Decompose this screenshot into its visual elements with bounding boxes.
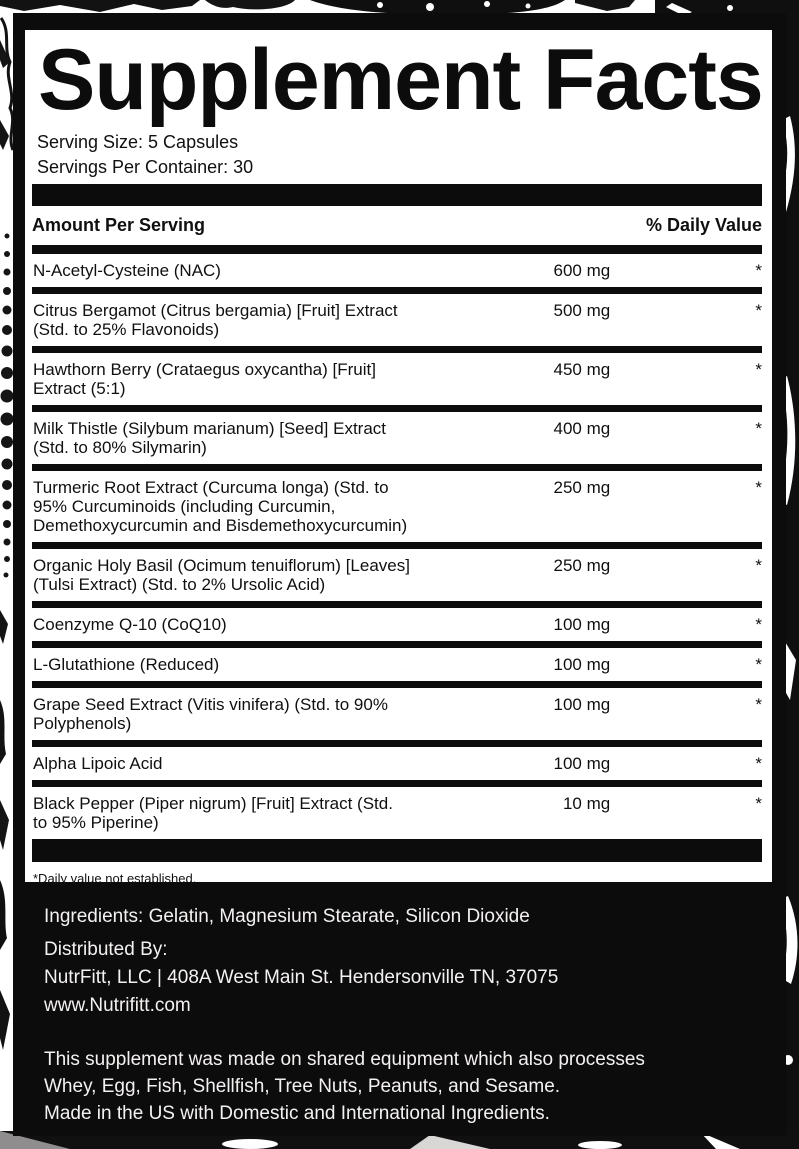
facts-header-row [32, 206, 762, 245]
ingredient-dv: * [755, 695, 762, 714]
ingredient-name: Milk Thistle (Silybum marianum) [Seed] Extract (Std. to 80% Silymarin) [33, 419, 387, 457]
ingredient-amount: 10 mg [562, 794, 611, 813]
ingredient-row [32, 405, 762, 464]
supplement-label-panel [13, 13, 786, 1136]
ingredient-rows [32, 254, 762, 839]
ingredient-amount: 100 mg [553, 754, 611, 773]
ingredient-name: Organic Holy Basil (Ocimum tenuiflorum) [Leaves] (Tulsi Extract) (Std. to 2% Ursolic Acid) [33, 556, 410, 594]
ingredient-row [32, 346, 762, 405]
ingredient-name: N-Acetyl-Cysteine (NAC) [33, 261, 221, 280]
ingredient-amount: 450 mg [553, 360, 611, 379]
ingredient-dv: * [755, 301, 762, 320]
ingredient-dv: * [755, 478, 762, 497]
ingredient-name: Grape Seed Extract (Vitis vinifera) (Std. to 90% Polyphenols) [33, 695, 388, 733]
ingredient-name: Citrus Bergamot (Citrus bergamia) [Fruit] Extract (Std. to 25% Flavonoids) [33, 301, 398, 339]
distributed-by-label: Distributed By: [44, 939, 168, 960]
divider-bar-thick-bottom [32, 839, 762, 862]
allergen-block [44, 1046, 760, 1127]
daily-value-footnote: *Daily value not established. [33, 871, 197, 886]
ingredient-name: Black Pepper (Piper nigrum) [Fruit] Extract (Std. to 95% Piperine) [33, 794, 393, 832]
servings-per-container: Servings Per Container: 30 [37, 157, 254, 177]
ingredient-name: Coenzyme Q-10 (CoQ10) [33, 615, 227, 634]
ingredient-row [32, 780, 762, 839]
ingredient-dv: * [755, 615, 762, 634]
divider-bar-header [32, 245, 762, 254]
ingredient-name: L-Glutathione (Reduced) [33, 655, 220, 674]
ingredient-amount: 500 mg [553, 301, 611, 320]
allergen-line: Whey, Egg, Fish, Shellfish, Tree Nuts, Peanuts, and Sesame. [44, 1076, 561, 1097]
label-footer-section [25, 882, 780, 1127]
amount-per-serving-label: Amount Per Serving [32, 215, 206, 235]
ingredient-dv: * [755, 556, 762, 575]
ingredient-name: Turmeric Root Extract (Curcuma longa) (Std. to 95% Curcuminoids (including Curcumin, Demethoxycurcumin and Bisdemethoxycurcumin) [33, 478, 408, 535]
ingredient-dv: * [755, 655, 762, 674]
ingredient-dv: * [755, 754, 762, 773]
ingredient-amount: 100 mg [553, 615, 611, 634]
distributor-block [44, 936, 760, 1020]
ingredient-name: Alpha Lipoic Acid [33, 754, 163, 773]
other-ingredients: Ingredients: Gelatin, Magnesium Stearate, Silicon Dioxide [44, 906, 530, 927]
ingredient-amount: 400 mg [553, 419, 611, 438]
facts-title: Supplement Facts [38, 32, 763, 128]
ingredient-dv: * [755, 419, 762, 438]
ingredient-amount: 100 mg [553, 655, 611, 674]
serving-size: Serving Size: 5 Capsules [37, 132, 239, 152]
ingredient-name: Hawthorn Berry (Crataegus oxycantha) [Fruit] Extract (5:1) [33, 360, 376, 398]
company-address: NutrFitt, LLC | 408A West Main St. Hendersonville TN, 37075 [44, 967, 559, 988]
ingredient-row [32, 542, 762, 601]
ingredient-amount: 600 mg [553, 261, 611, 280]
supplement-facts-box [25, 30, 772, 886]
daily-value-label: % Daily Value [645, 215, 762, 235]
ingredient-row [32, 464, 762, 542]
allergen-line: Made in the US with Domestic and International Ingredients. [44, 1103, 550, 1124]
ingredient-row [32, 287, 762, 346]
ingredient-dv: * [755, 794, 762, 813]
ingredient-row [32, 681, 762, 740]
ingredient-dv: * [755, 261, 762, 280]
ingredient-dv: * [755, 360, 762, 379]
ingredient-amount: 250 mg [553, 556, 611, 575]
website-text: www.Nutrifitt.com [44, 995, 191, 1016]
ingredient-row [32, 740, 762, 780]
divider-bar-thick-top [32, 184, 762, 206]
ingredient-row [32, 601, 762, 641]
ingredient-row [32, 641, 762, 681]
ingredient-amount: 250 mg [553, 478, 611, 497]
allergen-line: This supplement was made on shared equipment which also processes [44, 1049, 645, 1070]
ingredient-row [32, 254, 762, 287]
ingredient-amount: 100 mg [553, 695, 611, 714]
